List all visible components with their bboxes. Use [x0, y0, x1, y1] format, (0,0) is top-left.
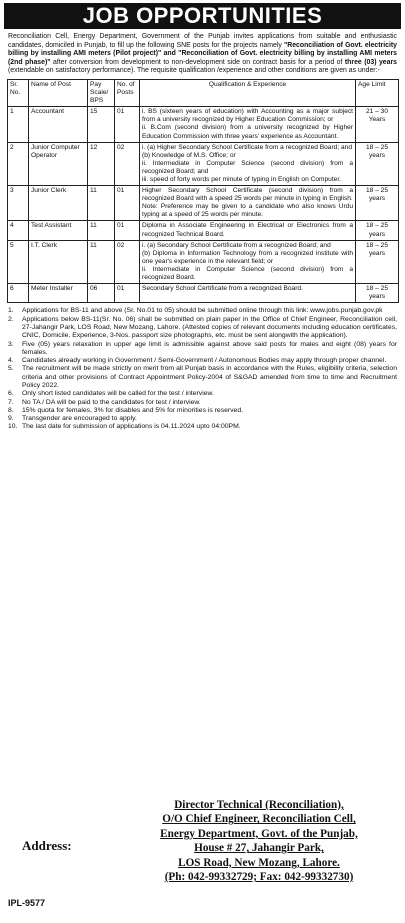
note-item [8, 415, 397, 423]
qualification-line: (b) Knowledge of M.S. Office; or [142, 151, 236, 159]
cell-sr: 4 [8, 221, 29, 240]
cell-pay-scale: 06 [88, 284, 115, 303]
cell-qualification [140, 240, 356, 283]
note-text: 15% quota for females, 3% for disables and 5% for minorities is reserved. [22, 406, 244, 414]
note-number: 8. [8, 406, 14, 414]
note-number: 2. [8, 315, 14, 323]
note-number: 5. [8, 365, 14, 373]
cell-sr: 2 [8, 142, 29, 185]
note-number: 3. [8, 340, 14, 348]
qualification-line: (b) Diploma in Information Technology from a recognized institute with one year's experience in the relevant field; or [142, 249, 353, 265]
cell-qualification [140, 284, 356, 303]
intro-text-2: after conversion from development to non-development side on contract basis for a period of [50, 58, 345, 66]
cell-age-limit: 18 – 25 years [356, 142, 399, 185]
intro-text-3: (extendable on satisfactory performance). The requisite qualification /experience and other conditions are given as under:- [8, 67, 380, 75]
table-row [8, 186, 399, 221]
cell-sr: 1 [8, 107, 29, 142]
cell-no-of-posts: 01 [115, 107, 140, 142]
note-text: No TA / DA will be paid to the candidates for test / interview. [22, 398, 201, 406]
table-row [8, 221, 399, 240]
cell-qualification [140, 142, 356, 185]
cell-pay-scale: 11 [88, 186, 115, 221]
cell-post-name: Meter Installer [29, 284, 88, 303]
note-text: Candidates already working in Government / Semi-Government / Autonomous Bodies may apply through proper channel. [22, 357, 387, 365]
intro-projects: "Reconciliation of Govt. electricity billing by installing AMI meters (Pilot project)" and "Reconciliation of Govt. electricity billing by installing AMI meters (2nd phase)" [8, 41, 397, 66]
cell-age-limit: 18 – 25 years [356, 221, 399, 240]
qualification-line: Diploma in Associate Engineering in Electrical or Electronics from a recognized Technical Board. [142, 222, 353, 238]
cell-age-limit: 21 – 30 Years [356, 107, 399, 142]
cell-post-name: I.T. Clerk [29, 240, 88, 283]
cell-post-name: Test Assistant [29, 221, 88, 240]
note-text: Only short listed candidates will be called for the test / interview. [22, 390, 214, 398]
note-item [8, 390, 397, 398]
cell-post-name: Junior Clerk [29, 186, 88, 221]
cell-post-name: Junior Computer Operator [29, 142, 88, 185]
header-pay: Pay Scale/ BPS [88, 79, 115, 106]
note-number: 4. [8, 357, 14, 365]
cell-pay-scale: 11 [88, 240, 115, 283]
cell-age-limit: 18 – 25 years [356, 240, 399, 283]
cell-pay-scale: 11 [88, 221, 115, 240]
note-number: 9. [8, 415, 14, 423]
posts-table [7, 79, 399, 303]
header-name: Name of Post [29, 79, 88, 106]
header-age: Age Limit [356, 79, 399, 106]
header-no: No. of Posts [115, 79, 140, 106]
note-text: Applications below BS-11(Sr. No. 06) shall be submitted on plain paper in the Office of Chief Engineer, Reconciliation cell, 27-Jahangir Park, LOS Road, New Mozang, Lahore. (Attested copies of relevant documents including education certificates, CNIC, Domicile, Experience, 3-Nos. passport size photographs, etc. must be sent alongwith the application). [22, 315, 397, 340]
qualification-line: iii. speed of forty words per minute of typing in English on Computer. [142, 176, 342, 183]
qualification-line: ii. Intermediate in Computer Science (second division) from a recognized Board; and [142, 159, 353, 175]
table-row [8, 240, 399, 283]
note-text: The last date for submission of applications is 04.11.2024 upto 04:00PM. [22, 423, 241, 431]
intro-text-1: Reconciliation Cell, Energy Department, Government of the Punjab invites applications from suitable and enthusiastic candidates, domiciled in Punjab, to fill up the following SNE posts for the projects namely [8, 33, 397, 49]
note-item [8, 365, 397, 390]
cell-no-of-posts: 01 [115, 186, 140, 221]
note-number: 1. [8, 307, 14, 315]
qualification-line: i. BS (sixteen years of education) with Accounting as a major subject from a university recognized by Higher Education Commission; or [142, 108, 353, 124]
qualification-line: ii. B.Com (second division) from a university recognized by Higher Education Commission with three years' experience as Accountant. [142, 124, 353, 140]
qualification-line: Note: Preference may be given to a candidate who also knows Urdu typing at a speed of 25 words per minute. [142, 203, 353, 219]
note-number: 10. [8, 423, 18, 431]
cell-qualification [140, 221, 356, 240]
notes-list [8, 307, 397, 431]
note-item [8, 407, 397, 415]
cell-no-of-posts: 02 [115, 142, 140, 185]
intro-period: three (03) years [344, 58, 397, 66]
advertisement-page [0, 3, 405, 923]
cell-pay-scale: 15 [88, 107, 115, 142]
address-lines [114, 798, 404, 884]
address-block [8, 798, 400, 893]
note-number: 7. [8, 398, 14, 406]
note-text: Five (05) years relaxation in upper age limit is admissible against above said posts for males and eight (08) years for females. [22, 340, 397, 356]
address-line: LOS Road, New Mozang, Lahore. [178, 856, 340, 869]
cell-sr: 5 [8, 240, 29, 283]
cell-age-limit: 18 – 25 years [356, 186, 399, 221]
header-sr: Sr. No. [8, 79, 29, 106]
cell-no-of-posts: 01 [115, 284, 140, 303]
page-title: JOB OPPORTUNITIES [4, 3, 401, 29]
note-item [8, 307, 397, 315]
ipl-number: IPL-9577 [8, 898, 46, 908]
note-number: 6. [8, 390, 14, 398]
address-line: Director Technical (Reconciliation), [174, 799, 344, 811]
table-row [8, 107, 399, 142]
note-item [8, 399, 397, 407]
cell-post-name: Accountant [29, 107, 88, 142]
cell-no-of-posts: 02 [115, 240, 140, 283]
cell-qualification [140, 107, 356, 142]
qualification-line: i. (a) Secondary School Certificate from a recognized Board; and [142, 241, 331, 249]
table-row [8, 142, 399, 185]
table-header-row [8, 79, 399, 106]
address-line: House # 27, Jahangir Park, [194, 842, 324, 855]
qualification-line: i. (a) Higher Secondary School Certificate from a recognized Board; and [142, 143, 353, 151]
cell-pay-scale: 12 [88, 142, 115, 185]
table-row [8, 284, 399, 303]
cell-sr: 3 [8, 186, 29, 221]
cell-no-of-posts: 01 [115, 221, 140, 240]
qualification-line: Higher Secondary School Certificate (second division) from a recognized Board with a speed 25 words per minute in typing in English. [142, 187, 353, 203]
note-item [8, 341, 397, 358]
note-text: Transgender are encouraged to apply. [22, 415, 137, 423]
qualification-line: Secondary School Certificate from a recognized Board. [142, 285, 303, 293]
note-text: The recruitment will be made strictly on merit from all Punjab basis in accordance with the Rules, eligibility criteria, selection criteria and other provisions of Contract Appointment Policy-2004 of S&GAD amended from time to time and Recruitment Policy 2022. [22, 365, 397, 389]
address-line: O/O Chief Engineer, Reconciliation Cell, [162, 813, 356, 826]
cell-age-limit: 18 – 25 years [356, 284, 399, 303]
address-label: Address: [22, 838, 72, 853]
note-text: Applications for BS-11 and above (Sr. No.01 to 05) should be submitted online through this link: www.jobs.punjab.gov.pk [22, 307, 383, 315]
address-line: (Ph: 042-99332729; Fax: 042-99332730) [164, 871, 354, 884]
cell-sr: 6 [8, 284, 29, 303]
intro-paragraph [8, 33, 397, 76]
note-item [8, 316, 397, 341]
note-item [8, 423, 397, 431]
qualification-line: ii. Intermediate in Computer Science (second division) from a recognized Board. [142, 265, 353, 282]
address-line: Energy Department, Govt. of the Punjab, [160, 827, 358, 840]
cell-qualification [140, 186, 356, 221]
note-item [8, 357, 397, 365]
header-qual: Qualification & Experience [140, 79, 356, 106]
